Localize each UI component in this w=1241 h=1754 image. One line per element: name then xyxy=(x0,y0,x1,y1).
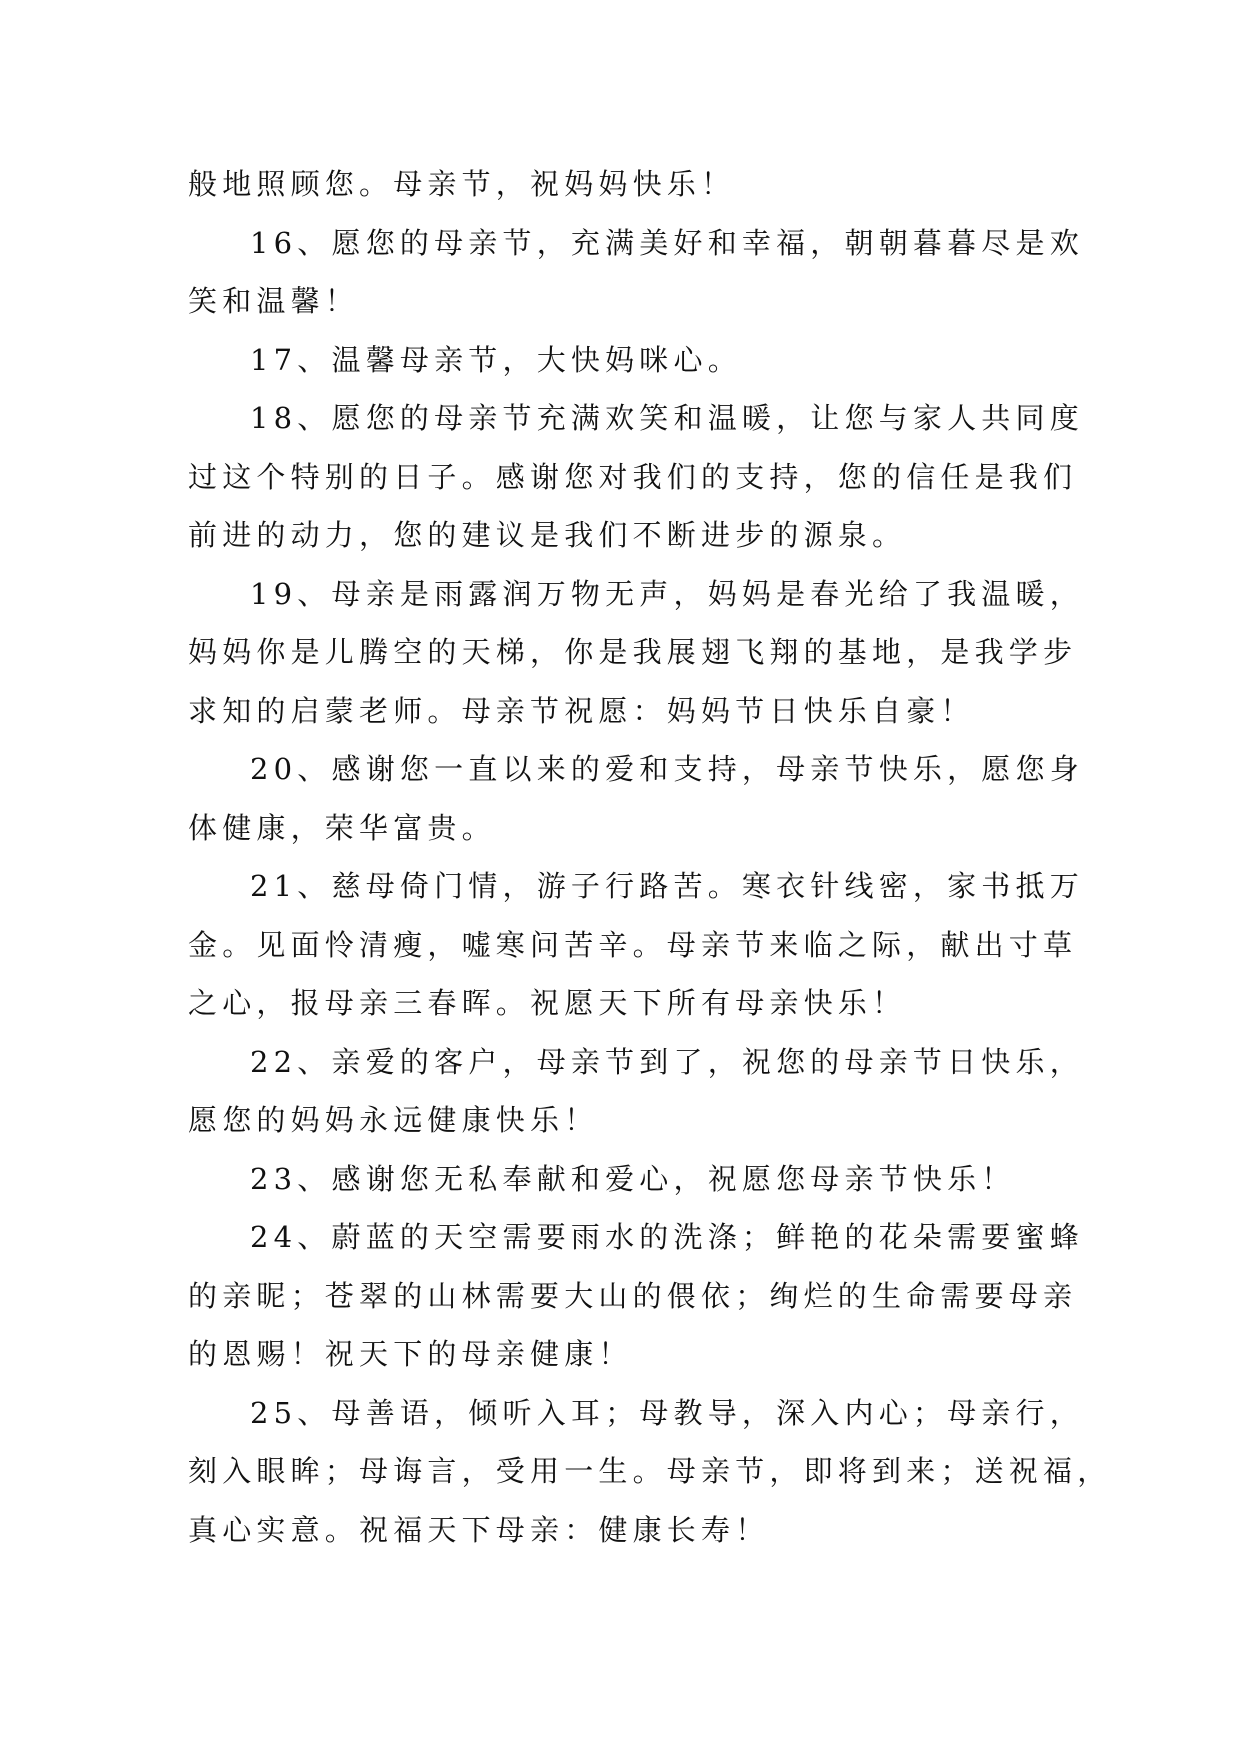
text-line: 体健康，荣华富贵。 xyxy=(188,810,496,845)
text-line: 真心实意。祝福天下母亲：健康长寿！ xyxy=(188,1512,770,1547)
text-line: 20、感谢您一直以来的爱和支持，母亲节快乐，愿您身 xyxy=(250,752,1084,786)
text-line: 的恩赐！祝天下的母亲健康！ xyxy=(188,1337,633,1371)
text-line: 愿您的妈妈永远健康快乐！ xyxy=(188,1103,599,1137)
text-line: 24、蔚蓝的天空需要雨水的洗涤；鲜艳的花朵需要蜜蜂 xyxy=(250,1220,1084,1254)
text-line: 23、感谢您无私奉献和爱心，祝愿您母亲节快乐！ xyxy=(250,1161,1016,1196)
text-line: 22、亲爱的客户，母亲节到了，祝您的母亲节日快乐， xyxy=(250,1044,1084,1079)
text-line: 17、温馨母亲节，大快妈咪心。 xyxy=(250,342,742,377)
text-line: 的亲昵；苍翠的山林需要大山的偎依；绚烂的生命需要母亲 xyxy=(188,1278,1078,1313)
text-line: 之心，报母亲三春晖。祝愿天下所有母亲快乐！ xyxy=(188,986,907,1020)
document-body xyxy=(188,155,1112,1559)
text-line: 25、母善语，倾听入耳；母教导，深入内心；母亲行， xyxy=(250,1395,1084,1430)
text-line: 妈妈你是儿腾空的天梯，你是我展翅飞翔的基地，是我学步 xyxy=(188,635,1078,669)
text-line: 19、母亲是雨露润万物无声，妈妈是春光给了我温暖， xyxy=(250,576,1084,611)
text-line: 刻入眼眸；母诲言，受用一生。母亲节，即将到来；送祝福， xyxy=(188,1454,1112,1488)
text-line: 前进的动力，您的建议是我们不断进步的源泉。 xyxy=(188,518,907,552)
text-line: 求知的启蒙老师。母亲节祝愿：妈妈节日快乐自豪！ xyxy=(188,693,975,728)
text-line: 18、愿您的母亲节充满欢笑和温暖，让您与家人共同度 xyxy=(250,401,1084,435)
text-line: 般地照顾您。母亲节，祝妈妈快乐！ xyxy=(188,167,736,201)
text-line: 笑和温馨！ xyxy=(188,284,360,318)
text-line: 21、慈母倚门情，游子行路苦。寒衣针线密，家书抵万 xyxy=(250,869,1084,903)
text-line: 16、愿您的母亲节，充满美好和幸福，朝朝暮暮尽是欢 xyxy=(250,225,1084,260)
text-line: 过这个特别的日子。感谢您对我们的支持，您的信任是我们 xyxy=(188,459,1078,494)
text-line: 金。见面怜清瘦，嘘寒问苦辛。母亲节来临之际，献出寸草 xyxy=(188,927,1078,962)
